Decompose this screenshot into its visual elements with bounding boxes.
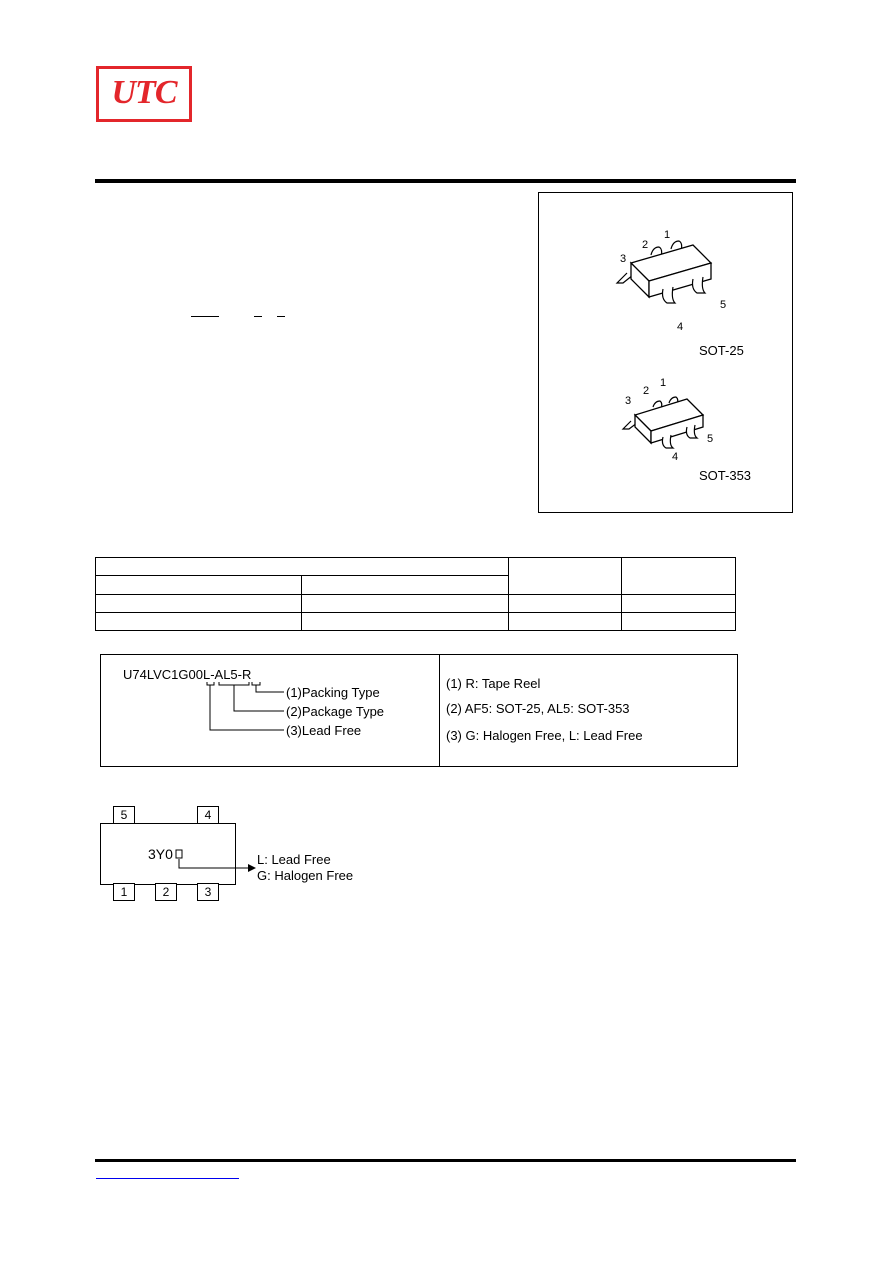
- sot353-pin-2: 2: [643, 385, 650, 397]
- sot353-pin-1: 1: [660, 377, 667, 389]
- table-header-cell: [96, 576, 302, 595]
- sot353-label: SOT-353: [699, 468, 752, 483]
- marking-pin-5: 5: [113, 806, 135, 824]
- sot25-pin-1: 1: [664, 229, 671, 241]
- overline-mark: [254, 316, 262, 317]
- overline-mark: [191, 316, 219, 317]
- footer-rule: [95, 1159, 796, 1162]
- sot25-pin-2: 2: [642, 239, 649, 251]
- sot25-pin-3: 3: [620, 253, 627, 265]
- field-package-type: (2)Package Type: [286, 704, 385, 719]
- table-header-cell: [622, 558, 736, 595]
- marking-legend-lead-free: L: Lead Free: [257, 852, 331, 867]
- table-header-cell: [508, 558, 622, 595]
- note-packing: (1) R: Tape Reel: [446, 676, 541, 691]
- note-package: (2) AF5: SOT-25, AL5: SOT-353: [446, 701, 630, 716]
- part-number-code: U74LVC1G00L-AL5-R: [123, 667, 252, 682]
- sot353-pin-4: 4: [672, 451, 679, 463]
- table-row: [96, 613, 736, 631]
- header-rule: [95, 179, 796, 183]
- table-row: [96, 595, 736, 613]
- logo-text: UTC: [111, 74, 177, 111]
- table-header-cell: [96, 558, 509, 576]
- marking-pin-1: 1: [113, 883, 135, 901]
- sot25-label: SOT-25: [699, 343, 744, 358]
- sot353-pin-3: 3: [625, 395, 632, 407]
- overline-mark: [277, 316, 285, 317]
- ordering-table: [95, 557, 736, 631]
- utc-logo: [96, 66, 192, 122]
- note-lead-free: (3) G: Halogen Free, L: Lead Free: [446, 728, 643, 743]
- sot25-pin-5: 5: [720, 299, 727, 311]
- marking-arrow: [170, 846, 260, 876]
- package-box: [538, 192, 793, 513]
- sot25-pin-4: 4: [677, 321, 684, 333]
- sot353-pin-5: 5: [707, 433, 714, 445]
- marking-code: 3Y0: [148, 846, 173, 862]
- table-header-cell: [302, 576, 508, 595]
- marking-legend-halogen-free: G: Halogen Free: [257, 868, 354, 883]
- marking-pin-3: 3: [197, 883, 219, 901]
- footer-link-underline[interactable]: [96, 1178, 239, 1179]
- field-lead-free: (3)Lead Free: [286, 723, 362, 738]
- part-number-leaders: [200, 680, 290, 740]
- part-number-divider: [439, 654, 440, 766]
- marking-pin-4: 4: [197, 806, 219, 824]
- field-packing-type: (1)Packing Type: [286, 685, 380, 700]
- marking-pin-2: 2: [155, 883, 177, 901]
